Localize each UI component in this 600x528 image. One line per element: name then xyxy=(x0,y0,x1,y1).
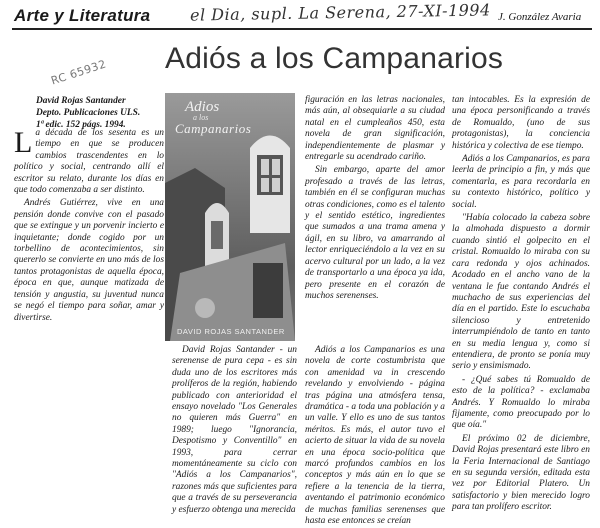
reference-publisher: Depto. Publicaciones ULS. xyxy=(36,108,141,118)
archive-stamp: RC 65932 xyxy=(49,57,108,88)
col3-paragraph-1: tan intocables. Es la expresión de una época personificando a través de Romualdo, (uno de sus protagonistas), la conciencia histórica y colectiva de ese tiempo. xyxy=(452,95,590,151)
book-cover-image xyxy=(165,93,295,341)
col3-paragraph-4: - ¿Qué sabes tú Romualdo de esto de la política? - exclamaba Andrés. Y Romualdo lo miraba fijamente, como preocupado por lo que oía." xyxy=(452,374,590,431)
cover-author: DAVID ROJAS SANTANDER xyxy=(177,327,285,336)
column-2-top xyxy=(305,95,445,302)
col1-paragraph-2: Andrés Gutiérrez, vive en una pensión donde convive con el pasado que se extingue y un porvenir incierto e inquietante; donde cogido por un torbellino de acontecimientos, sin quererlo se convierte en uno más de los tantos protagonistas de aquella época, época en que, aunque matizada de tensión y angustia, su juventud nunca se negó el tiempo para soñar, amar y divertirse. xyxy=(14,198,164,323)
reference-edition: 1ª edic. 152 págs. 1994. xyxy=(36,120,126,130)
article-author: J. González Avaria xyxy=(498,11,582,23)
column-1 xyxy=(14,128,164,324)
section-name: Arte y Literatura xyxy=(14,6,151,25)
col2b-paragraph-1: David Rojas Santander - un serenense de pura cepa - es sin duda uno de los escritores más prolíferos de la región, habiendo publicado con anterioridad el ensayo novelado "Los Generales no quieren más Guerra" en 1989; luego "Ignorancia, Despotismo y Conventillo" en 1993, para cerrar momentáneamente su ciclo con "Adiós a los Campanarios", razones más que suficientes para que a través de su perseverancia y esfuerzo obtenga una merecida xyxy=(172,345,297,515)
handwritten-source-note: el Dia, supl. La Serena, 27-XI-1994 xyxy=(189,0,491,25)
cover-title-line-2: a los xyxy=(193,113,209,122)
column-2-bottom-left xyxy=(172,345,297,516)
cover-title-line-1: Adios xyxy=(185,99,220,115)
col2-paragraph-2: Sin embargo, aparte del amor profesado a través de las letras, también en él se configuran muchas otras condiciones, como es el talento y el sentido estético, ingredientes que sumados a una trama amena y ágil, en su libro, va amarrando al lector enriqueciéndolo a la vez en su acervo cultural por un lado, a la vez de transportarlo a una época ya ida, pero presente en el corazón de muchos serenenses. xyxy=(305,165,445,301)
article-headline: Adiós a los Campanarios xyxy=(165,42,504,75)
column-2-bottom-right xyxy=(305,345,445,528)
cover-title-line-3: Campanarios xyxy=(175,121,252,136)
reference-author: David Rojas Santander xyxy=(36,96,126,106)
book-reference xyxy=(36,95,162,131)
col2c-paragraph-1: Adiós a los Campanarios es una novela de corte costumbrista que con amenidad va in crescendo revelando y envolviendo - página tras página una atmósfera tensa, dramática - a toda una población y a un valle. Y ello es uno de sus tantos méritos. Es más, el autor tuvo el acierto de situar la vida de su novela en una época socio-política que marcó profundos cambios en los conceptos y más aún en lo que se refiere a la tenencia de la tierra, aventando el patrimonio económico de muchas familias serenenses que hasta ese entonces se creían xyxy=(305,345,445,527)
col3-paragraph-3: "Había colocado la cabeza sobre la almohada dispuesto a dormir cuando sintió el golpecito en el cristal. Romualdo lo miraba con su cara redonda y ojos achinados. Acodado en el ancho vano de la ventana le fue contando Andrés el muchacho de sus experiencias del día en el partido. Este lo escuchaba silencioso y entretenido interrumpiéndolo de tanto en tanto en su media lengua y, como si entendiera, de pronto se ponía muy serio y ensimismado. xyxy=(452,213,590,372)
col3-paragraph-5: El próximo 02 de diciembre, David Rojas presentará este libro en la Feria Internacional de Santiago en su segunda versión, editada esta vez por Editorial Platero. Un satisfactorio y bien merecido logro para tan prolífero escritor. xyxy=(452,433,590,513)
col3-paragraph-2: Adiós a los Campanarios, es para leerla de principio a fin, y más que comentarla, es para recordarla en su contexto histórico, político y social. xyxy=(452,154,590,210)
drop-cap: L xyxy=(14,126,33,159)
header-rule xyxy=(12,28,592,30)
column-3 xyxy=(452,95,590,514)
col2-paragraph-1: figuración en las letras nacionales, más aún, al obsequiarle a su ciudad natal en el cumpleaños 450, esta novela de gran significación, independientemente de plasmar y entregarle su acendrado cariño. xyxy=(305,95,445,163)
col1-paragraph-1: a década de los sesenta es un tiempo en que se producen cambios trascendentes en lo político y social, centrando allí el escritor su relato, durante los días en que todo comenzaba a ser distinto. xyxy=(14,128,164,196)
